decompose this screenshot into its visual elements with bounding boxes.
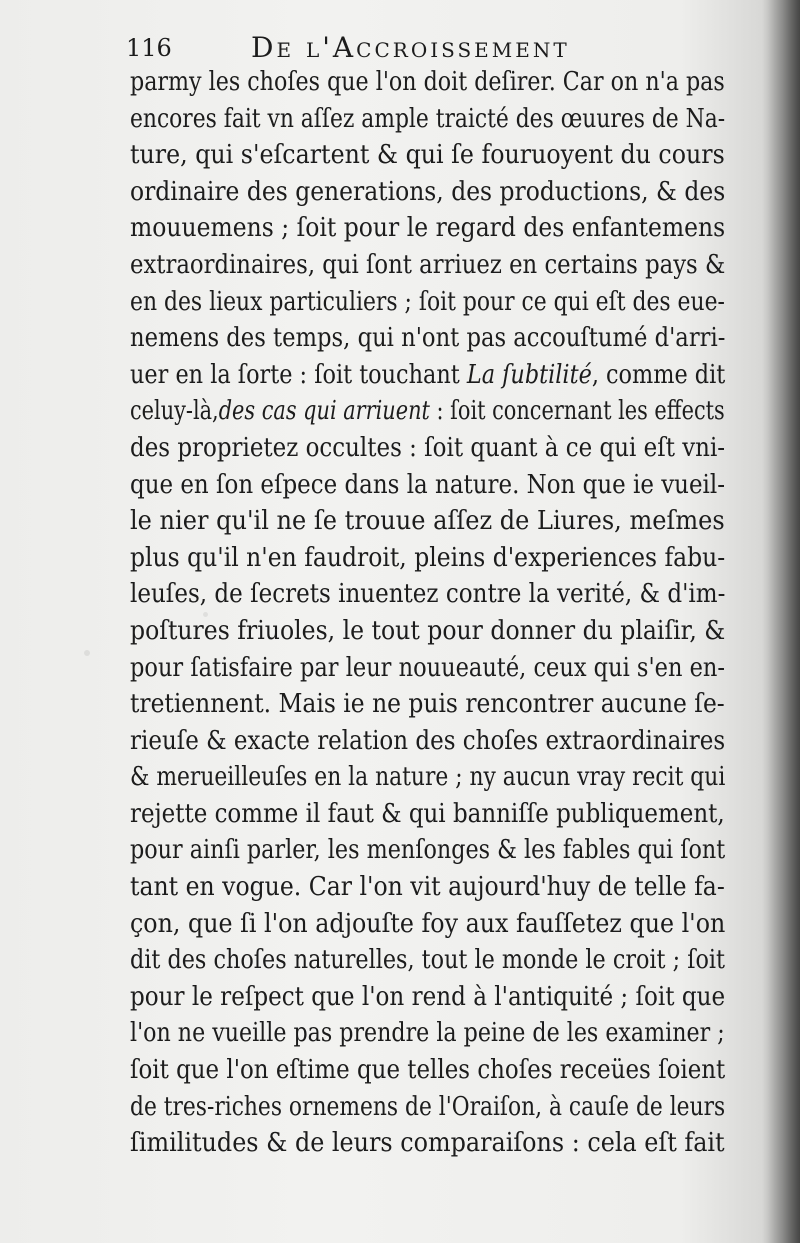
text-line — [130, 979, 725, 1016]
text-line — [130, 942, 725, 979]
text-line — [130, 210, 725, 247]
text-line — [130, 137, 725, 174]
page-edge-shadow — [762, 0, 800, 1243]
text-line-roman: leuſes, de ſecrets inuentez contre la verité, & d'im- — [130, 578, 726, 610]
text-line — [130, 576, 725, 613]
text-line — [130, 1052, 725, 1089]
running-head: De l'Accroissement — [251, 31, 570, 64]
text-line-roman: pour ainſi parler, les menſonges & les fables qui ſont — [130, 834, 726, 866]
text-line — [130, 467, 725, 504]
text-line — [130, 101, 725, 138]
text-line — [130, 1015, 725, 1052]
text-line-roman: plus qu'il n'en faudroit, pleins d'experiences fabu- — [130, 541, 726, 573]
text-line-roman: pour le reſpect que l'on rend à l'antiquité ; ſoit que — [130, 980, 726, 1012]
text-line-roman: nemens des temps, qui n'ont pas accouſtumé d'arri- — [130, 322, 726, 354]
text-line — [130, 503, 725, 540]
text-line-roman: l'on ne vueille pas prendre la peine de les examiner ; — [130, 1017, 725, 1049]
text-line-roman: dit des choſes naturelles, tout le monde le croit ; ſoit — [130, 944, 725, 976]
text-line-roman: celuy-là, — [130, 395, 219, 427]
text-line — [130, 357, 725, 394]
text-line — [130, 796, 725, 833]
text-line — [130, 613, 725, 650]
text-line — [130, 759, 725, 796]
text-line — [130, 1089, 725, 1126]
text-line-roman: ture, qui s'eſcartent & qui ſe fouruoyent du cours — [130, 139, 725, 171]
text-line — [130, 540, 725, 577]
text-line-roman: & merueilleuſes en la nature ; ny aucun vray recit qui — [130, 761, 726, 793]
text-line-roman: de tres-riches ornemens de l'Oraiſon, à cauſe de leurs — [130, 1090, 726, 1122]
text-line-roman: rieuſe & exacte relation des choſes extraordinaires — [130, 724, 726, 756]
text-line-roman: ſimilitudes & de leurs comparaiſons : cela eſt fait — [130, 1127, 725, 1159]
text-line-roman: en des lieux particuliers ; ſoit pour ce qui eſt des eue- — [130, 285, 725, 317]
text-line-roman: parmy les choſes que l'on doit deſirer. Car on n'a pas — [130, 66, 725, 97]
text-line — [130, 869, 725, 906]
text-line — [130, 650, 725, 687]
text-line-roman: çon, que ſi l'on adjouſte foy aux fauſſetez que l'on — [130, 907, 726, 939]
text-line-italic: des cas qui arriuent — [218, 395, 430, 427]
text-line-roman: ordinaire des generations, des productions, & des — [130, 175, 726, 207]
text-line-roman: rejette comme il faut & qui banniſſe publiquement, — [130, 797, 725, 829]
page-number: 116 — [126, 34, 172, 62]
text-line-roman: des proprietez occultes : ſoit quant à ce qui eſt vni- — [130, 431, 726, 463]
page-stain — [84, 650, 90, 656]
text-line — [130, 284, 725, 321]
text-line — [130, 906, 725, 943]
text-line-roman: poſtures friuoles, le tout pour donner du plaiſir, & — [130, 614, 726, 646]
text-line — [130, 174, 725, 211]
text-line-roman: mouuemens ; ſoit pour le regard des enfantemens — [130, 212, 726, 244]
text-line — [130, 393, 725, 430]
text-line-roman: encores fait vn aſſez ample traicté des œuures de Na- — [130, 102, 726, 134]
text-line — [130, 723, 725, 760]
text-line — [130, 686, 725, 723]
text-line-roman: pour ſatisfaire par leur nouueauté, ceux qui s'en en- — [130, 651, 725, 683]
text-line — [130, 430, 725, 467]
text-line — [130, 832, 725, 869]
text-line — [130, 64, 725, 101]
text-line-roman: extraordinaires, qui ſont arriuez en certains pays & — [130, 248, 726, 280]
page-header — [126, 30, 646, 66]
text-line — [130, 320, 725, 357]
text-line — [130, 1125, 725, 1162]
text-line-roman: le nier qu'il ne ſe trouue aſſez de Liures, meſmes — [130, 505, 725, 537]
text-line — [130, 247, 725, 284]
text-line-italic: La ſubtilité — [466, 358, 592, 390]
text-line-roman: que en ſon eſpece dans la nature. Non que ie vueil- — [130, 468, 725, 500]
text-line-roman: ſoit que l'on eſtime que telles choſes receües ſoient — [130, 1054, 726, 1086]
text-line-roman: tant en vogue. Car l'on vit aujourd'huy de telle fa- — [130, 871, 725, 903]
text-line-roman: tretiennent. Mais ie ne puis rencontrer aucune ſe- — [130, 688, 725, 720]
text-line-roman: : ſoit concernant les effects — [429, 395, 725, 427]
text-line-roman: uer en la ſorte : ſoit touchant — [130, 358, 467, 390]
body-text — [130, 64, 725, 1162]
text-line-roman: , comme dit — [591, 358, 726, 390]
